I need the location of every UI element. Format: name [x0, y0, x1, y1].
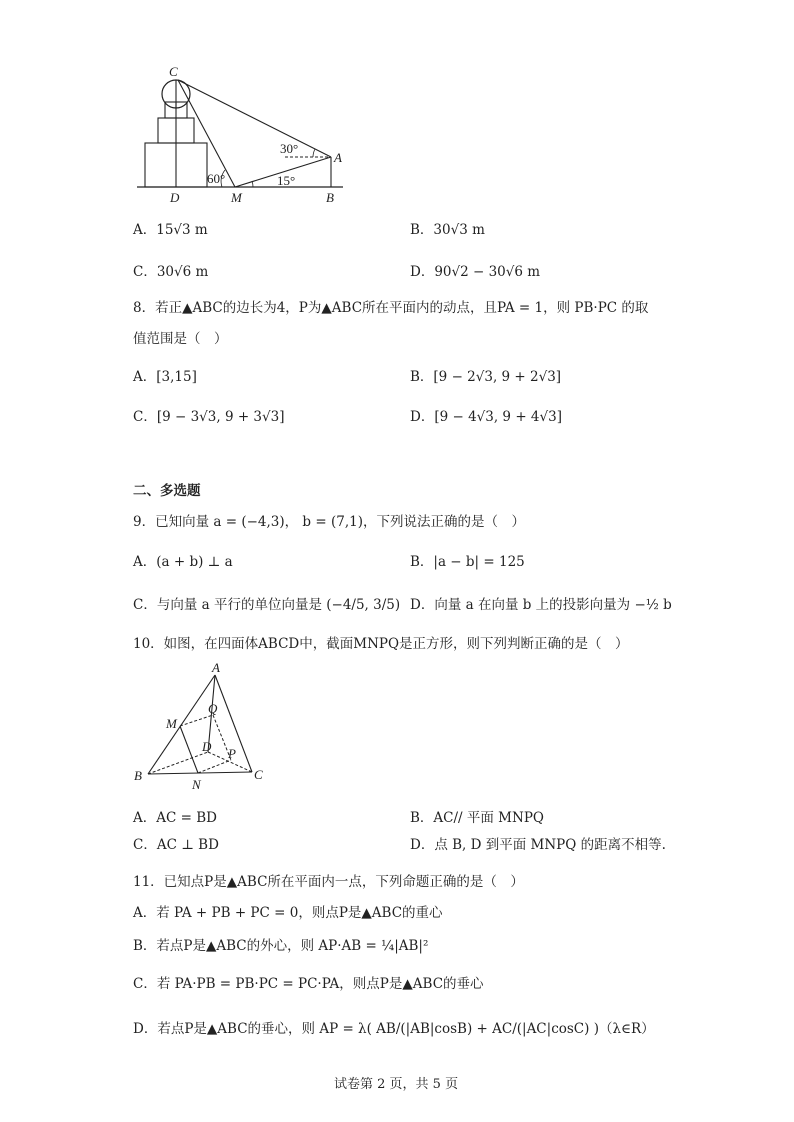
q8-option-c[interactable]: C．[9 − 3√3, 9 + 3√3]: [133, 409, 285, 425]
q10-label-a: A: [212, 660, 220, 675]
q9-option-d[interactable]: D．向量 a 在向量 b 上的投影向量为 −½ b: [410, 597, 672, 613]
q7-label-b: B: [326, 190, 334, 205]
q7-option-d[interactable]: D．90√2 − 30√6 m: [410, 264, 541, 280]
q10-option-b[interactable]: B．AC// 平面 MNPQ: [410, 810, 544, 826]
q11-option-c[interactable]: C．若 PA·PB = PB·PC = PC·PA，则点P是▲ABC的垂心: [133, 976, 484, 992]
section-title-multiple-choice: 二、多选题: [133, 483, 201, 499]
q11-stem: 11．已知点P是▲ABC所在平面内一点，下列命题正确的是（ ）: [133, 874, 524, 890]
q9-option-c[interactable]: C．与向量 a 平行的单位向量是 (−4/5, 3/5): [133, 597, 401, 613]
q10-option-a[interactable]: A．AC = BD: [133, 810, 217, 826]
q7-angle-60: 60°: [207, 171, 226, 186]
q8-option-d[interactable]: D．[9 − 4√3, 9 + 4√3]: [410, 409, 562, 425]
q7-label-a: A: [334, 150, 342, 165]
q10-option-d[interactable]: D．点 B, D 到平面 MNPQ 的距离不相等.: [410, 837, 666, 853]
q9-stem: 9．已知向量 a = (−4,3)， b = (7,1)，下列说法正确的是（ ）: [133, 514, 525, 530]
q9-option-b[interactable]: B．|a − b| = 125: [410, 554, 525, 570]
q7-option-b[interactable]: B．30√3 m: [410, 222, 485, 238]
q8-option-b[interactable]: B．[9 − 2√3, 9 + 2√3]: [410, 369, 562, 385]
page-footer: 试卷第 2 页，共 5 页: [334, 1077, 459, 1092]
q7-angle-15: 15°: [277, 173, 296, 188]
q10-label-d: D: [202, 739, 212, 754]
q10-option-c[interactable]: C．AC ⊥ BD: [133, 837, 219, 853]
q9-option-a[interactable]: A．(a + b) ⊥ a: [133, 554, 233, 570]
q8-stem-line1: 8．若正▲ABC的边长为4，P为▲ABC所在平面内的动点，且PA = 1，则 PB·PC 的取: [133, 300, 649, 316]
q11-option-b[interactable]: B．若点P是▲ABC的外心，则 AP·AB = ¼|AB|²: [133, 938, 429, 954]
q10-stem: 10．如图，在四面体ABCD中，截面MNPQ是正方形，则下列判断正确的是（ ）: [133, 636, 629, 652]
q10-label-n: N: [192, 777, 201, 792]
q7-figure: [125, 60, 355, 210]
q11-option-a[interactable]: A．若 PA + PB + PC = 0，则点P是▲ABC的重心: [133, 905, 443, 921]
q10-label-m: M: [166, 716, 177, 731]
q10-label-p: P: [228, 746, 236, 761]
q8-stem-line2: 值范围是（ ）: [133, 331, 228, 347]
q7-angle-30: 30°: [280, 141, 299, 156]
q7-label-m: M: [231, 190, 242, 205]
q10-label-q: Q: [208, 701, 218, 716]
q7-label-c: C: [169, 64, 178, 79]
q10-label-b: B: [134, 768, 142, 783]
q7-option-c[interactable]: C．30√6 m: [133, 264, 209, 280]
q7-option-a[interactable]: A．15√3 m: [133, 222, 208, 238]
q7-label-d: D: [170, 190, 180, 205]
q10-label-c: C: [254, 767, 263, 782]
q11-option-d[interactable]: D．若点P是▲ABC的垂心，则 AP = λ( AB/(|AB|cosB) + AC/(|AC|cosC) )（λ∈R）: [133, 1021, 655, 1037]
q10-tetrahedron-figure: [130, 660, 270, 795]
q8-option-a[interactable]: A．[3,15]: [133, 369, 197, 385]
